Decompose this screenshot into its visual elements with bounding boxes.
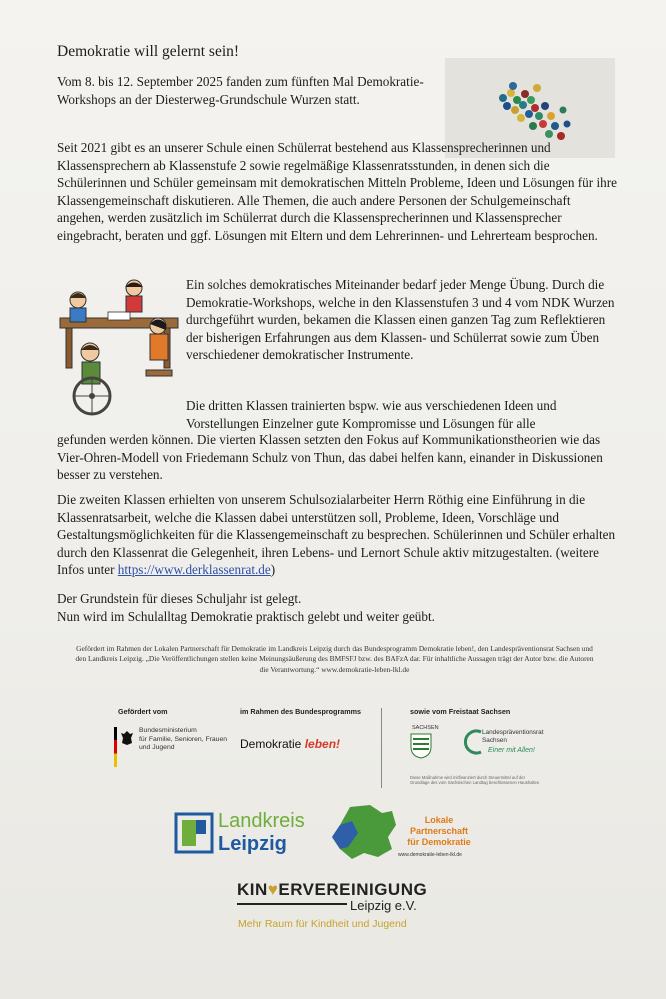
paragraph-closing bbox=[57, 590, 619, 625]
logo-divider bbox=[381, 708, 382, 788]
partnerschaft-name bbox=[404, 815, 474, 848]
lpr-slogan: Einer mit Allen! bbox=[488, 747, 535, 754]
partnerschaft-map-icon bbox=[330, 803, 400, 861]
federal-eagle-icon bbox=[120, 730, 134, 746]
klassenrat-link[interactable]: https://www.derklassenrat.de bbox=[117, 562, 271, 578]
kv-city: Leipzig e.V. bbox=[350, 898, 417, 913]
landkreis-word: Landkreis bbox=[218, 810, 305, 832]
lpr-line-1: Landespräventionsrat bbox=[482, 729, 544, 736]
leben-word: leben! bbox=[304, 737, 341, 751]
paragraph-third-classes: Die dritten Klassen trainierten bspw. wie aus verschiedenen Ideen und Vorstellungen Einzelner gute Kompromisse und Lösungen für alle bbox=[186, 398, 557, 431]
landkreis-emblem-icon bbox=[174, 812, 214, 854]
demokratie-word: Demokratie bbox=[240, 737, 302, 751]
partnerschaft-url: www.demokratie-leben-lkl.de bbox=[398, 852, 462, 858]
german-flag-bar bbox=[114, 727, 117, 767]
kv-heart-icon: ♥ bbox=[267, 880, 279, 899]
paragraph-second-classes bbox=[57, 491, 619, 579]
saxony-funding-note: Diese Maßnahme wird mitfinanziert durch Steuermittel auf der Grundlage des vom Sächsischen Landtag beschlossenen Haushaltes bbox=[410, 775, 539, 786]
children-table-illustration bbox=[52, 278, 182, 420]
kv-name-end: ERVEREINIGUNG bbox=[278, 880, 428, 899]
paragraph-fourth-classes: gefunden werden können. Die vierten Klassen setzten den Fokus auf Kommunikationstheorien wie das Vier-Ohren-Modell von Friedemann Schulz von Thun, das dabei helfen kann, einander in Diskussionen besser zu verstehen. bbox=[57, 432, 603, 483]
saxony-label: sowie vom Freistaat Sachsen bbox=[410, 707, 511, 716]
saxony-coat-of-arms-icon bbox=[410, 733, 432, 759]
funded-by-label: Gefördert vom bbox=[118, 707, 168, 716]
lpr-name bbox=[482, 729, 543, 745]
program-label: im Rahmen des Bundesprogramms bbox=[240, 707, 362, 716]
lpr-line-2: Sachsen bbox=[482, 737, 507, 744]
kv-underline bbox=[237, 903, 347, 905]
closing-line-2: Nun wird im Schulalltag Demokratie praktisch gelebt und weiter geübt. bbox=[57, 608, 435, 624]
sachsen-word: SACHSEN bbox=[412, 725, 439, 731]
ministry-line-2: für Familie, Senioren, Frauen bbox=[139, 735, 228, 743]
kindervereinigung-wordmark bbox=[237, 880, 427, 900]
ministry-line-3: und Jugend bbox=[139, 744, 175, 752]
closing-paren: ) bbox=[270, 562, 276, 578]
partnerschaft-line-2: Partnerschaft bbox=[409, 826, 469, 836]
partnerschaft-line-3: für Demokratie bbox=[407, 837, 471, 847]
paragraph-schuelerrat: Seit 2021 gibt es an unserer Schule einen Schülerrat bestehend aus Klassensprecherinnen und Klassensprechern ab Klassenstufe 2 sowie regelmäßige Klassenratsstunden, in denen sich die Schülerinnen und Schüler gemeinsam mit demokratischen Mitteln Probleme, Ideen und Lösungen für ihre Klassengemeinschaft diskutieren. Alle Themen, die auch andere Personen der Schulgemeinschaft angehen, werden zusätzlich im Schülerrat durch die Klassensprecherinnen und Klassensprecher eingebracht, beraten und ggf. Lösungen mit Eltern und dem Lehrerinnen- und Lehrerteam besprochen. bbox=[57, 140, 617, 243]
funding-note: Gefördert im Rahmen der Lokalen Partnerschaft für Demokratie im Landkreis Leipzig durch das Bundesprogramm Demokratie leben!, den Landespräventionsrat Sachsen und den Landkreis Leipzig. „Die Veröffentlichungen stellen keine Meinungsäußerung des BMFSFJ bzw. des BAFzA dar. Für inhaltliche Aussagen trägt der Autor bzw. die Autoren die Verantwortung.“ www.demokratie-leben-lkl.de bbox=[75, 644, 594, 674]
kv-slogan: Mehr Raum für Kindheit und Jugend bbox=[238, 918, 407, 930]
partnerschaft-line-1: Lokale bbox=[424, 815, 454, 825]
document-title: Demokratie will gelernt sein! bbox=[57, 43, 240, 60]
paragraph-workshops: Ein solches demokratisches Miteinander bedarf jeder Menge Übung. Durch die Demokratie-Workshops, welche in den Klassenstufen 3 und 4 vom NDK Wurzen durchgeführt wurden, bekamen die Klassen einen ganzen Tag zum Reflektieren der bisherigen Erfahrungen aus dem Klassen- und Schülerrat sowie zum Üben verschiedener demokratischer Instrumente. bbox=[186, 277, 615, 363]
closing-line-1: Der Grundstein für dieses Schuljahr ist gelegt. bbox=[57, 591, 302, 606]
paragraph-second-classes-text: Die zweiten Klassen erhielten von unserem Schulsozialarbeiter Herrn Röthig eine Einführung in die Klassenratsarbeit, welche die Klassen dabei unterstützen soll, Probleme, Ideen, Vorschläge und Gestaltungsmöglichkeiten für die Klassengemeinschaft zu besprechen. Schülerinnen und Schüler erhalten durch den Klassenrat die Gelegenheit, ihren Lebens- und Lernort Schule aktiv mitzugestalten. (weitere Infos unter bbox=[57, 492, 616, 578]
ministry-line-1: Bundesministerium bbox=[139, 727, 197, 734]
ministry-name bbox=[139, 727, 227, 753]
paragraph-intro: Vom 8. bis 12. September 2025 fanden zum fünften Mal Demokratie-Workshops an der Diesterweg-Grundschule Wurzen statt. bbox=[57, 74, 424, 107]
leipzig-word: Leipzig bbox=[218, 833, 287, 855]
demokratie-leben-logo bbox=[240, 737, 340, 751]
kv-name-start: KIN bbox=[237, 880, 268, 899]
